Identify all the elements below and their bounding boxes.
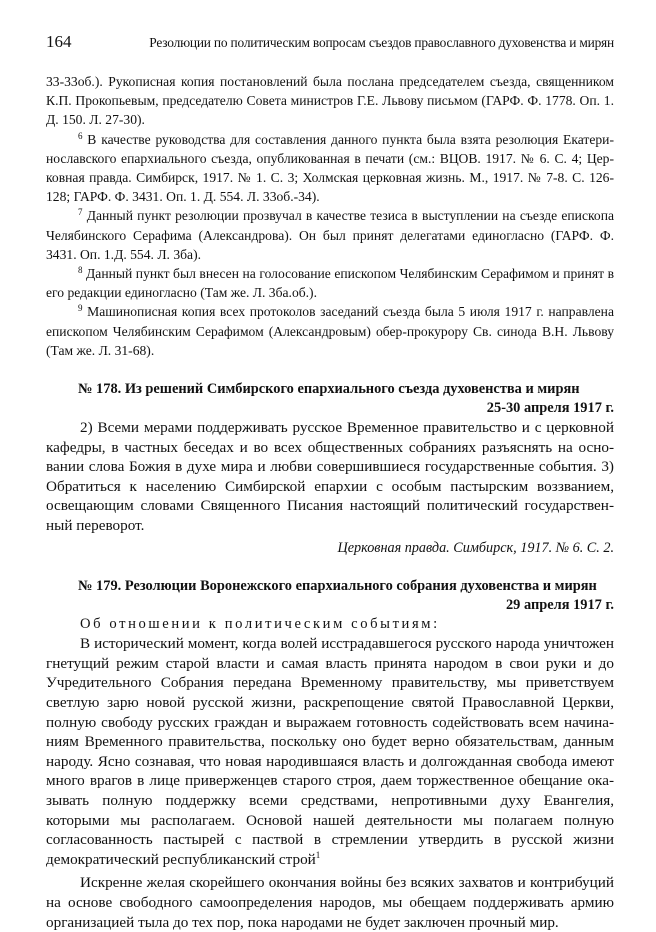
footnote-mark: 1 (315, 849, 321, 860)
document-paragraph: Искренне желая скорейшего окончания войны без всяких захватов и контрибуций на основе свободного самоопределения народов, мы обещаем поддерживать армию организацией тыла до тех пор, пока народами не будет заключен прочный мир. (46, 874, 614, 931)
page-number: 164 (46, 32, 72, 51)
footnote-mark: 7 (78, 207, 83, 218)
footnote-text: Данный пункт был внесен на голосование епископом Челябинским Серафимом и принят в его редакции единогласно (Там же. Л. 3ба.об.). (46, 266, 614, 301)
section-subheading: Об отношении к политическим событиям: (80, 615, 440, 632)
paragraph-text: В исторический момент, когда волей исстрадавшегося русского народа уничтожен гнетущий режим старой власти и самая власть принята народом в свои руки и до Учредительного Собрания передана Временному правительству, мы приветствуем светлую зарю новой русской жизни, раскрепощение святой Православной Церкви, полную свободу русских граждан и выражаем готовность содействовать всем начинаниям Временного правительства, поскольку оно будет верно обязательствам, данным народу. Ясно сознавая, что новая народившаяся власть и долгожданная свобода имеют много врагов в лице приверженцев старого строя, даем торжественное обещание оказывать полную поддержку всеми средствами, непротивными духу Евангелия, которыми мы располагаем. Основой нашей деятельности мы полагаем полную согласованность пастырей с паствой в стремлении утвердить в русской жизни демократический республиканский строй (46, 635, 614, 868)
document-source: Церковная правда. Симбирск, 1917. № 6. С. 2. (337, 539, 614, 556)
footnote-mark: 9 (78, 303, 83, 314)
document-text: 2) Всеми мерами поддерживать русское Временное правительство и с церковной кафедры, в частных беседах и во всех общественных собраниях разъяснять на основании слова Божия в духе мира и любви совершившиеся государственные события. 3) Обратиться к населению Симбирской епархии с особым пастырским воззванием, освещающим словами Священного Писания настоящий политический государственный переворот. (46, 419, 614, 535)
document-paragraph (46, 634, 614, 869)
running-title: Резолюции по политическим вопросам съездов православного духовенства и мирян (149, 35, 614, 50)
document-date: 29 апреля 1917 г. (505, 596, 614, 613)
footnote-continuation (46, 72, 614, 130)
footnote-mark: 8 (78, 265, 83, 276)
footnote-line: К.П. Прокопьевым, председателю Совета министров Г.Е. Львову письмом (ГАРФ. Ф. 1778. Оп. 1. Д. (46, 93, 614, 128)
footnote-7 (46, 206, 614, 264)
footnote-text: Машинописная копия всех протоколов заседаний съезда была 5 июля 1917 г. направлена епископом Челябинским Серафимом (Александровым) обер-прокурору Св. синода В.Н. Львову (Там же. Л. 31-68). (46, 304, 614, 358)
footnote-9 (46, 302, 614, 360)
footnote-text: В качестве руководства для составления данного пункта была взята резолюция Екатеринославского епархиального съезда, опубликованная в печати (см.: ВЦОВ. 1917. № 6. С. 4; Церковная правда. Симбирск, 1917. № 1. С. 3; Холмская церковная жизнь. М., 1917. № 7-8. С. 126-128; ГАРФ. Ф. 3431. Оп. 1. Д. 554. Л. 33об.-34). (46, 131, 614, 205)
footnote-mark: 6 (78, 130, 83, 141)
page-header (46, 32, 614, 52)
document-178 (46, 380, 614, 557)
footnotes (46, 72, 614, 360)
document-title: № 178. Из решений Симбирского епархиального съезда духовенства и мирян (78, 381, 580, 398)
footnote-line: 150. Л. 27-30). (62, 112, 145, 128)
document-179 (46, 577, 614, 932)
footnote-8 (46, 264, 614, 302)
footnote-line: 33-33об.). Рукописная копия постановлений была послана председателем съезда, священником (46, 74, 614, 89)
document-title: № 179. Резолюции Воронежского епархиального собрания духовенства и мирян (78, 577, 597, 594)
footnote-text: Данный пункт резолюции прозвучал в качестве тезиса в выступлении на съезде епископа Челябинского Серафима (Александрова). Он был принят делегатами единогласно (ГАРФ. Ф. 3431. Оп. 1.Д. 554. Л. 3ба). (46, 208, 614, 262)
footnote-6 (46, 130, 614, 207)
document-date: 25-30 апреля 1917 г. (486, 400, 614, 417)
